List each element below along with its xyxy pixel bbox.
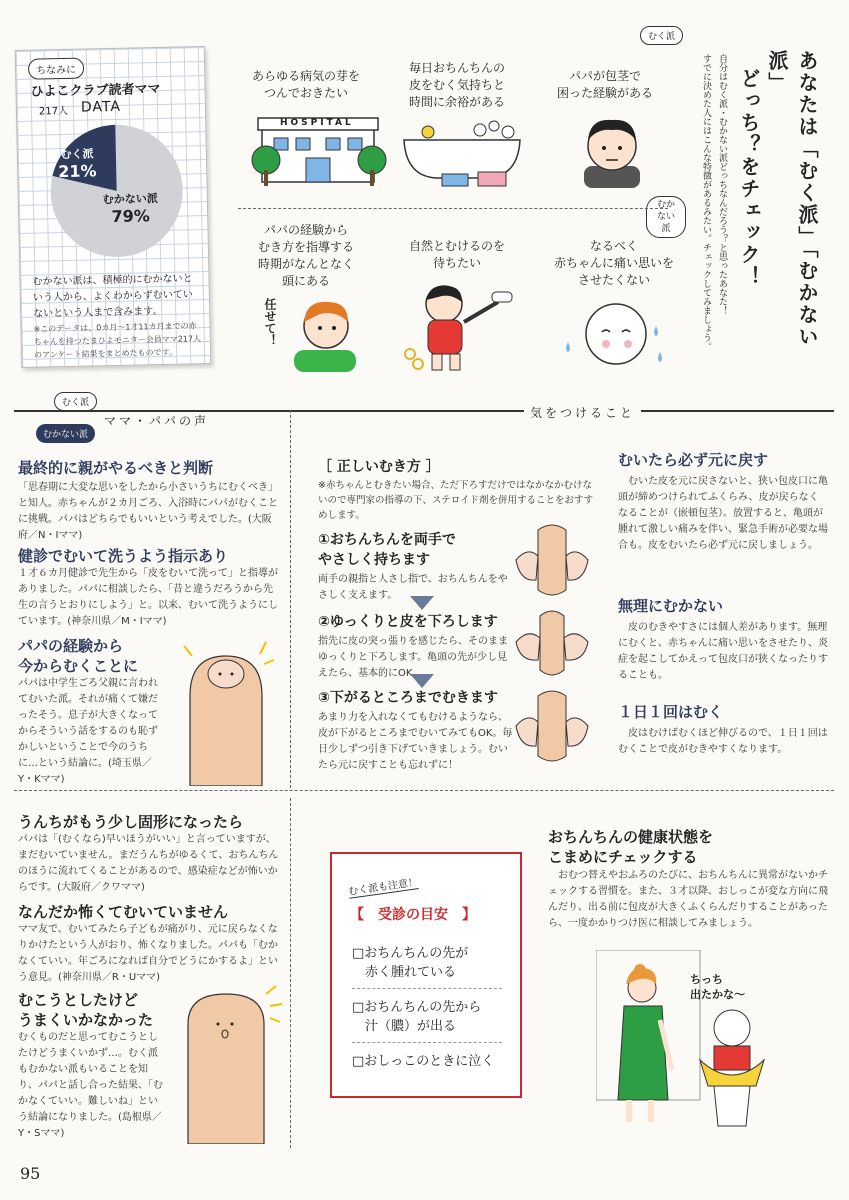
makasete-text: 任せて！ [263,298,277,346]
child-speech: ちっち 出たかな〜 [690,973,745,1001]
checkup-item-1: □おちんちんの先が 赤く腫れている [352,946,469,980]
voices-header: ママ・パパの声 [98,412,215,429]
voice-3-body: パパは中学生ごろ父親に言われてむいた派。それが痛くて嫌だったそう。息子が大きくなってからそういう話をするのも恥ずかしいということで今のうちに…という結論に。(埼玉県／Y・Kママ) [18,678,158,785]
column-divider [290,410,291,788]
check-item-mukanai-1: パパの経験から むき方を指導する 時期がなんとなく 頭にある [257,223,354,288]
checkup-sep-2 [352,1042,502,1043]
step-arrow-1 [410,596,434,610]
finger-illustration-2 [166,984,286,1144]
voice-5-body: ママ友で、むいてみたら子どもが痛がり、元に戻らなくなりかけたという人がおり、怖くなりました。パパも「むかなくていい。年ごろになれば自分でどうにかするよ」という意見。(神奈川県／R・Uママ) [18,924,278,983]
survey-card [15,46,212,368]
howto-note: ※赤ちゃんとむきたい場合、ただ下ろすだけではなかなかむけないので専門家の指導の下、ステロイド剤を併用することをおすすめします。 [318,480,594,521]
dad-illustration [566,108,656,188]
muku-tag: むく派 [640,26,683,45]
step-3-body: あまり力を入れなくてもむけるようなら、皮が下がるところまでむいてみてもOK。毎日少しずつ引き下げていきましょう。むいたら元に戻すことも忘れずに！ [318,712,513,771]
tip-3-title: １日１回はむく [618,703,724,721]
checkup-sep-1 [352,988,502,989]
step-1-body: 両手の親指と人さし指で、おちんちんをやさしく支えます。 [318,574,508,601]
voice-4-title: うんちがもう少し固形になったら [18,813,244,831]
voice-2-body: １才６カ月健診で先生から「皮をむいて洗って」と指導がありました。パパに相談したら、「昔と違うだろうから先生の言うとおりにしよう」と。以来、むいて洗うようにしています。(神奈川県／M・Iママ) [18,568,278,627]
voices-tag-muku: むく派 [54,392,97,411]
page-title [762,50,822,380]
checkup-item-2: □おちんちんの先から 汁（膿）が出る [352,1000,482,1034]
health-title-2: こまめにチェックする [548,848,698,866]
title-sub1: 自分はむく派・むかない派どっちなんだろう？と思ったあなた！ [717,54,727,315]
bath-illustration [398,118,526,190]
checkup-item-3: □おしっこのときに泣く [352,1054,495,1069]
health-title-1: おちんちんの健康状態を [548,828,714,846]
voice-5-title: なんだか怖くてむいていません [18,903,229,921]
checkup-title: 【 受診の目安 】 [350,907,476,923]
step-2-body: 指先に皮の突っ張りを感じたら、そのままゆっくりと下ろします。亀頭の先が少し見えたら、基本的にOK。 [318,636,508,679]
voice-4-body: パパは「(むくなら)早いほうがいい」と言っていますが、まだむいていません。まだうんちがゆるくて、おちんちんのほうに流れてくることがあるので、感染症などが怖いからです。(大阪府／クワママ) [18,834,279,893]
check-item-muku-3: パパが包茎で 困った経験がある [556,69,653,100]
survey-desc: むかない派は、積極的にむかないという人から、よくわからずむいていないという人まで含みます。 [32,273,193,320]
step-1-title: ①おちんちんを両手で やさしく持ちます [318,532,456,568]
tip-2-title: 無理にむかない [618,597,724,615]
baby-face-illustration [560,296,670,368]
voice-2-title: 健診でむいて洗うよう指示あり [18,547,229,565]
care-header: 気をつけること [524,404,641,421]
checkup-note: むく派も注意！ [347,873,419,899]
toddler-illustration [402,278,522,374]
survey-count: 217人 [38,105,69,118]
survey-title: ひよこクラブ読者ママ [30,81,161,100]
check-item-muku-2: 毎日おちんちんの 皮をむく気持ちと 時間に余裕がある [408,61,505,109]
voices-tag-mukanai: むかない派 [36,424,95,443]
check-item-muku-1: あらゆる病気の芽を つんでおきたい [251,69,360,100]
check-item-mukanai-3: なるべく 赤ちゃんに痛い思いを させたくない [553,239,674,287]
voice-3-title: パパの経験から 今からむくことに [18,637,139,675]
howto-title: ［ 正しいむき方 ］ [318,459,440,475]
pie-label-mukanai: むかない派 79% [102,192,158,227]
voice-1-body: 「思春期に大変な思いをしたから小さいうちにむくべき」と知人。赤ちゃんが２カ月ごろ、入浴時にパパがむくことに挑戦。パパはどちらでもいいという考えでした。(大阪府／N・Iママ) [18,482,278,541]
title-sub2: すでに決めた人にはこんな特徴があるみたい。チェックしてみましょう。 [701,54,711,351]
hospital-sign: HOSPITAL [280,118,354,128]
tip-1-title: むいたら必ず元に戻す [618,451,769,469]
check-item-mukanai-2: 自然とむけるのを 待ちたい [408,239,505,270]
step-2-title: ②ゆっくりと皮を下ろします [318,614,498,630]
page-title-main1: あなたは「むく派」「むかない派」 [765,50,819,348]
mukanai-tag: むかない派 [646,196,686,238]
voice-6-title: むこうとしたけど うまくいかなかった [18,991,154,1029]
howto-hands-illustration [510,520,594,780]
page-number: 95 [20,1164,41,1183]
health-body: おむつ替えやおふろのたびに、おちんちんに異常がないかチェックする習慣を。また、３才以降、おしっこが変な方向に飛んだり、出る前に包皮が大きくふくらんだりすることがあったら、一度かかりつけ医に相談してみましょう。 [548,870,828,929]
tip-1-body: むいた皮を元に戻さないと、狭い包皮口に亀頭が締めつけられてふくらみ、皮が戻らなくなることが（嵌頓包茎）。放置すると、亀頭が腫れて激しい痛みを伴い、緊急手術が必要な場合も。皮をむいたら必ず元に戻しましょう。 [618,476,828,551]
survey-tag: ちなみに [28,58,84,80]
column-divider-lower [290,798,291,1148]
finger-illustration [170,636,284,786]
voice-6-body: むくものだと思ってむこうとしたけどうまくいかず…。むく派もむかない派もいることを知り、パパと話し合った結果、「むかなくていい。難しいね」という結論になりました。(島根県／Y・Sママ) [18,1032,163,1139]
tip-3-body: 皮はむけばむくほど伸びるので、１日１回はむくことで皮がむきやすくなります。 [618,728,828,755]
survey-note: ※このデータは、0カ月〜1才11カ月までの赤ちゃんを持つたまひよモニター会員ママ217人のアンケート結果をまとめたものです。 [33,321,202,360]
voice-1-title: 最終的に親がやるべきと判断 [18,459,214,477]
row-divider [14,790,834,791]
step-arrow-2 [410,674,434,688]
tip-2-body: 皮のむきやすさには個人差があります。無理にむくと、赤ちゃんに痛い思いをさせたり、炎症を起こしてかえって包皮口が狭くなったりすることも。 [618,622,828,681]
papa-illustration [284,292,364,372]
pie-label-muku: むく派 21% [58,147,97,182]
page-title-2: どっち？をチェック！ [737,68,761,288]
check-divider [238,208,668,209]
step-3-title: ③下がるところまでむきます [318,690,498,706]
survey-data-label: DATA [80,98,122,116]
